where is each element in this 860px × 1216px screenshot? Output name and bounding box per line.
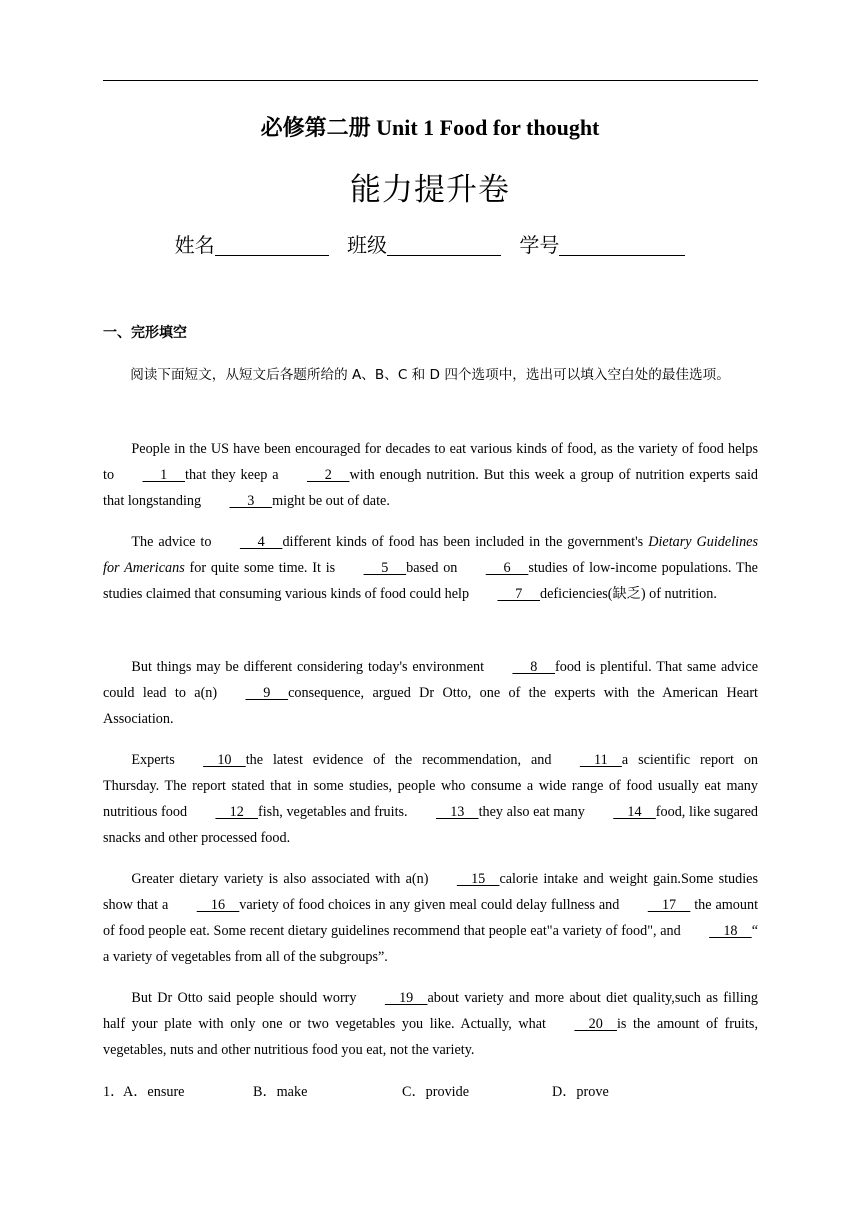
blank-14: 14: [613, 804, 656, 820]
blank-7: 7: [497, 586, 541, 602]
blank-19: 19: [384, 990, 428, 1006]
name-field: [175, 229, 329, 258]
blank-3: 3: [229, 493, 273, 509]
passage-text: “ a variety of vegetables from all of the subgroups”.: [103, 923, 758, 965]
passage-text: People in the US have been encouraged for decades to eat various kinds of food, as the variety of food helps to: [103, 441, 758, 483]
question-1: [103, 1081, 609, 1101]
student-id-field: [519, 229, 685, 258]
passage-paragraph: [103, 436, 758, 514]
passage-text: based on: [406, 560, 458, 576]
option-d[interactable]: D．prove: [552, 1084, 609, 1100]
passage-text: Experts: [131, 752, 175, 768]
class-label: 班级: [347, 233, 387, 257]
passage-text: different kinds of food has been included in the government's: [282, 534, 649, 550]
blank-4: 4: [239, 534, 283, 550]
blank-20: 20: [574, 1016, 617, 1032]
name-blank: [215, 233, 329, 256]
blank-11: 11: [579, 752, 622, 768]
passage-paragraph: [103, 866, 758, 970]
student-info-fields: [0, 229, 860, 258]
passage-text: food is plentiful. That same advice could lead to a(n): [103, 659, 758, 701]
passage-text: for quite some time. It is: [184, 560, 336, 576]
option-a[interactable]: A．ensure: [123, 1084, 185, 1100]
class-field: [347, 229, 501, 258]
section-instructions: 阅读下面短文，从短文后各题所给的 A、B、C 和 D 四个选项中，选出可以填入空白处的最佳选项。: [130, 367, 730, 383]
passage-paragraph: [103, 654, 758, 732]
passage-text: studies of low-income populations. The studies claimed that consuming various kinds of food could help: [103, 560, 758, 602]
blank-2: 2: [306, 467, 350, 483]
document-subtitle: 能力提升卷: [350, 172, 510, 208]
passage-text: about variety and more about diet quality,such as filling half your plate with only one or two vegetables you like. Actually, what: [103, 990, 758, 1032]
passage-text: might be out of date.: [272, 493, 390, 509]
option-b[interactable]: B．make: [253, 1084, 308, 1100]
passage-text: deficiencies(缺乏) of nutrition.: [540, 586, 717, 602]
section-heading: 一、完形填空: [103, 325, 187, 341]
question-number: 1．: [103, 1084, 125, 1100]
passage-text: food, like sugared snacks and other processed food.: [103, 804, 759, 846]
passage-text: But Dr Otto said people should worry: [131, 990, 357, 1006]
passage-text: that they keep a: [185, 467, 279, 483]
blank-9: 9: [245, 685, 289, 701]
student-id-blank: [559, 233, 685, 256]
passage-text: fish, vegetables and fruits.: [258, 804, 408, 820]
blank-16: 16: [196, 897, 240, 913]
blank-18: 18: [709, 923, 752, 939]
blank-17: 17: [647, 897, 691, 913]
passage-text: calorie intake and weight gain.Some studies show that a: [103, 871, 758, 913]
blank-1: 1: [142, 467, 185, 483]
blank-8: 8: [512, 659, 556, 675]
blank-12: 12: [215, 804, 258, 820]
passage-text: the latest evidence of the recommendation, and: [245, 752, 552, 768]
passage-text: the amount of food people eat. Some recent dietary guidelines recommend that people eat"a variety of food", and: [103, 897, 759, 939]
passage-text: with enough nutrition. But this week a group of nutrition experts said that longstanding: [103, 467, 758, 509]
italic-text: Dietary Guidelines for Americans: [103, 534, 758, 576]
passage-text: variety of food choices in any given meal could delay fullness and: [239, 897, 620, 913]
passage-text: The advice to: [131, 534, 212, 550]
passage-text: is the amount of fruits, vegetables, nuts and other nutritious food you eat, not the variety.: [103, 1016, 758, 1058]
passage-paragraph: [103, 529, 758, 607]
blank-15: 15: [456, 871, 500, 887]
class-blank: [387, 233, 501, 256]
student-id-label: 学号: [519, 233, 560, 257]
passage-text: But things may be different considering today's environment: [131, 659, 485, 675]
name-label: 姓名: [174, 233, 215, 257]
blank-6: 6: [485, 560, 529, 576]
blank-5: 5: [363, 560, 407, 576]
header-rule: [103, 80, 758, 81]
document-title: 必修第二册 Unit 1 Food for thought: [260, 115, 600, 140]
blank-13: 13: [436, 804, 479, 820]
option-c[interactable]: C．provide: [402, 1084, 469, 1100]
passage-text: a scientific report on Thursday. The report stated that in some studies, people who consume a wide range of food usually eat many nutritious food: [103, 752, 759, 820]
passage-text: they also eat many: [478, 804, 585, 820]
blank-10: 10: [203, 752, 246, 768]
passage-paragraph: [103, 985, 758, 1063]
passage-text: consequence, argued Dr Otto, one of the experts with the American Heart Association.: [103, 685, 759, 727]
passage-paragraph: [103, 747, 758, 851]
passage-text: Greater dietary variety is also associated with a(n): [131, 871, 429, 887]
